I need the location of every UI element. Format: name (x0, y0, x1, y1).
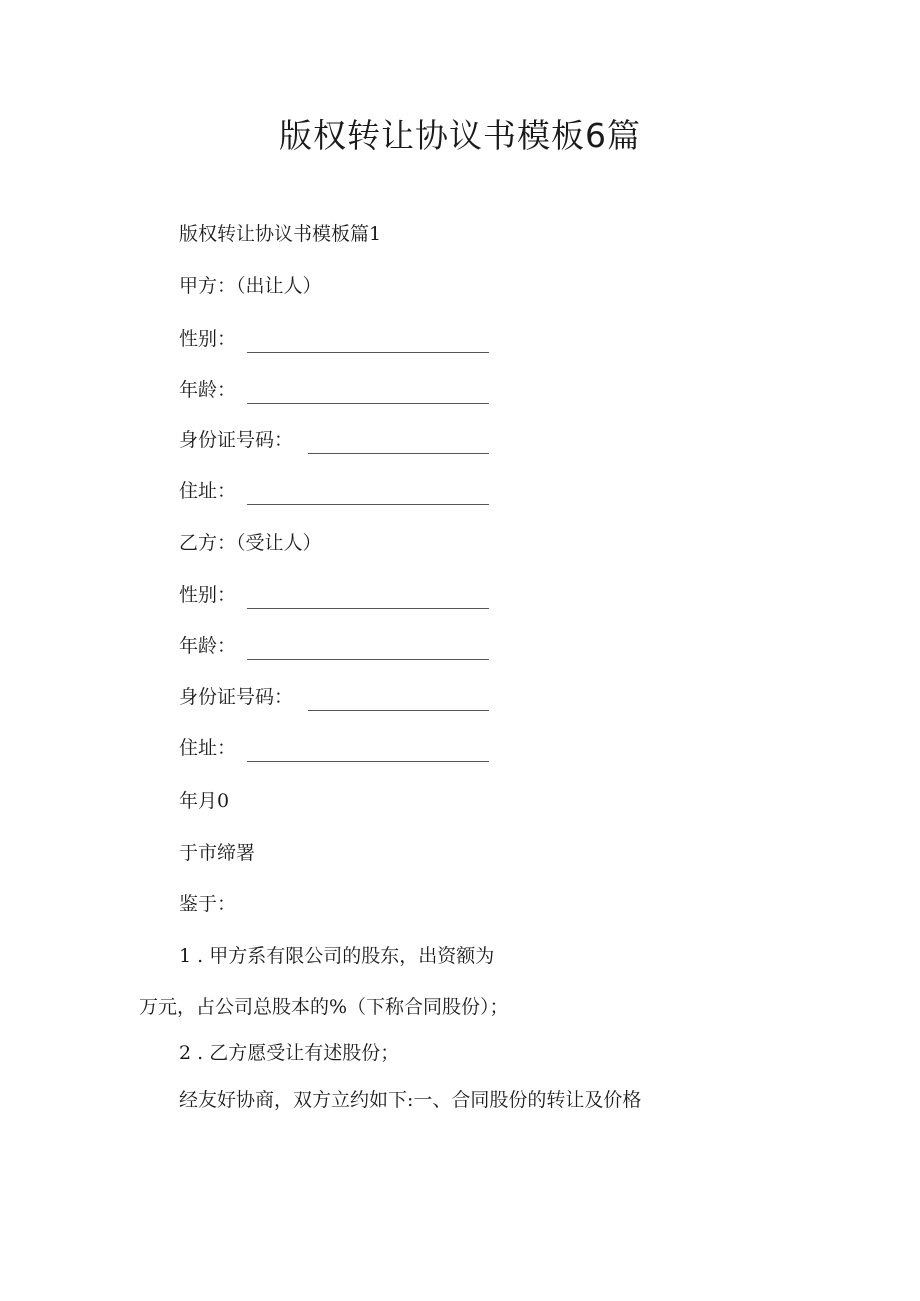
party-a-gender-label: 性别： (179, 328, 237, 350)
party-b-gender-field (179, 581, 499, 609)
party-a-age-field (179, 376, 499, 404)
party-b-id-blank (308, 710, 489, 711)
party-a-gender-blank (247, 352, 489, 353)
party-b-age-field (179, 632, 499, 660)
party-a-address-field (179, 477, 499, 505)
party-a-id-field (179, 426, 499, 454)
place-line: 于市缔署 (179, 842, 256, 864)
party-b-address-label: 住址： (179, 737, 237, 759)
whereas-heading: 鉴于： (179, 893, 237, 915)
party-b-address-blank (247, 761, 489, 762)
clause-1-line-1: 1 . 甲方系有限公司的股东，出资额为 (179, 945, 495, 967)
date-line: 年月0 (179, 790, 230, 812)
clause-2: 2 . 乙方愿受让有述股份； (179, 1042, 400, 1064)
party-b-gender-label: 性别： (179, 584, 237, 606)
party-b-id-field (179, 683, 499, 711)
party-b-id-label: 身份证号码： (179, 686, 294, 708)
party-a-age-label: 年龄： (179, 379, 237, 401)
party-a-heading: 甲方：（出让人） (179, 275, 322, 297)
document-title: 版权转让协议书模板6篇 (279, 116, 641, 155)
party-b-gender-blank (247, 608, 489, 609)
party-b-heading: 乙方：（受让人） (179, 532, 322, 554)
party-b-address-field (179, 734, 499, 762)
party-a-address-blank (247, 504, 489, 505)
party-b-age-label: 年龄： (179, 635, 237, 657)
section-heading: 版权转让协议书模板篇1 (179, 223, 382, 245)
party-a-id-blank (308, 453, 489, 454)
party-a-address-label: 住址： (179, 480, 237, 502)
party-a-id-label: 身份证号码： (179, 429, 294, 451)
party-b-age-blank (247, 659, 489, 660)
party-a-gender-field (179, 325, 499, 353)
clause-1-line-2: 万元，占公司总股本的%（下称合同股份）； (139, 996, 509, 1018)
agreement-line: 经友好协商，双方立约如下:一、合同股份的转让及价格 (179, 1089, 642, 1111)
party-a-age-blank (247, 403, 489, 404)
